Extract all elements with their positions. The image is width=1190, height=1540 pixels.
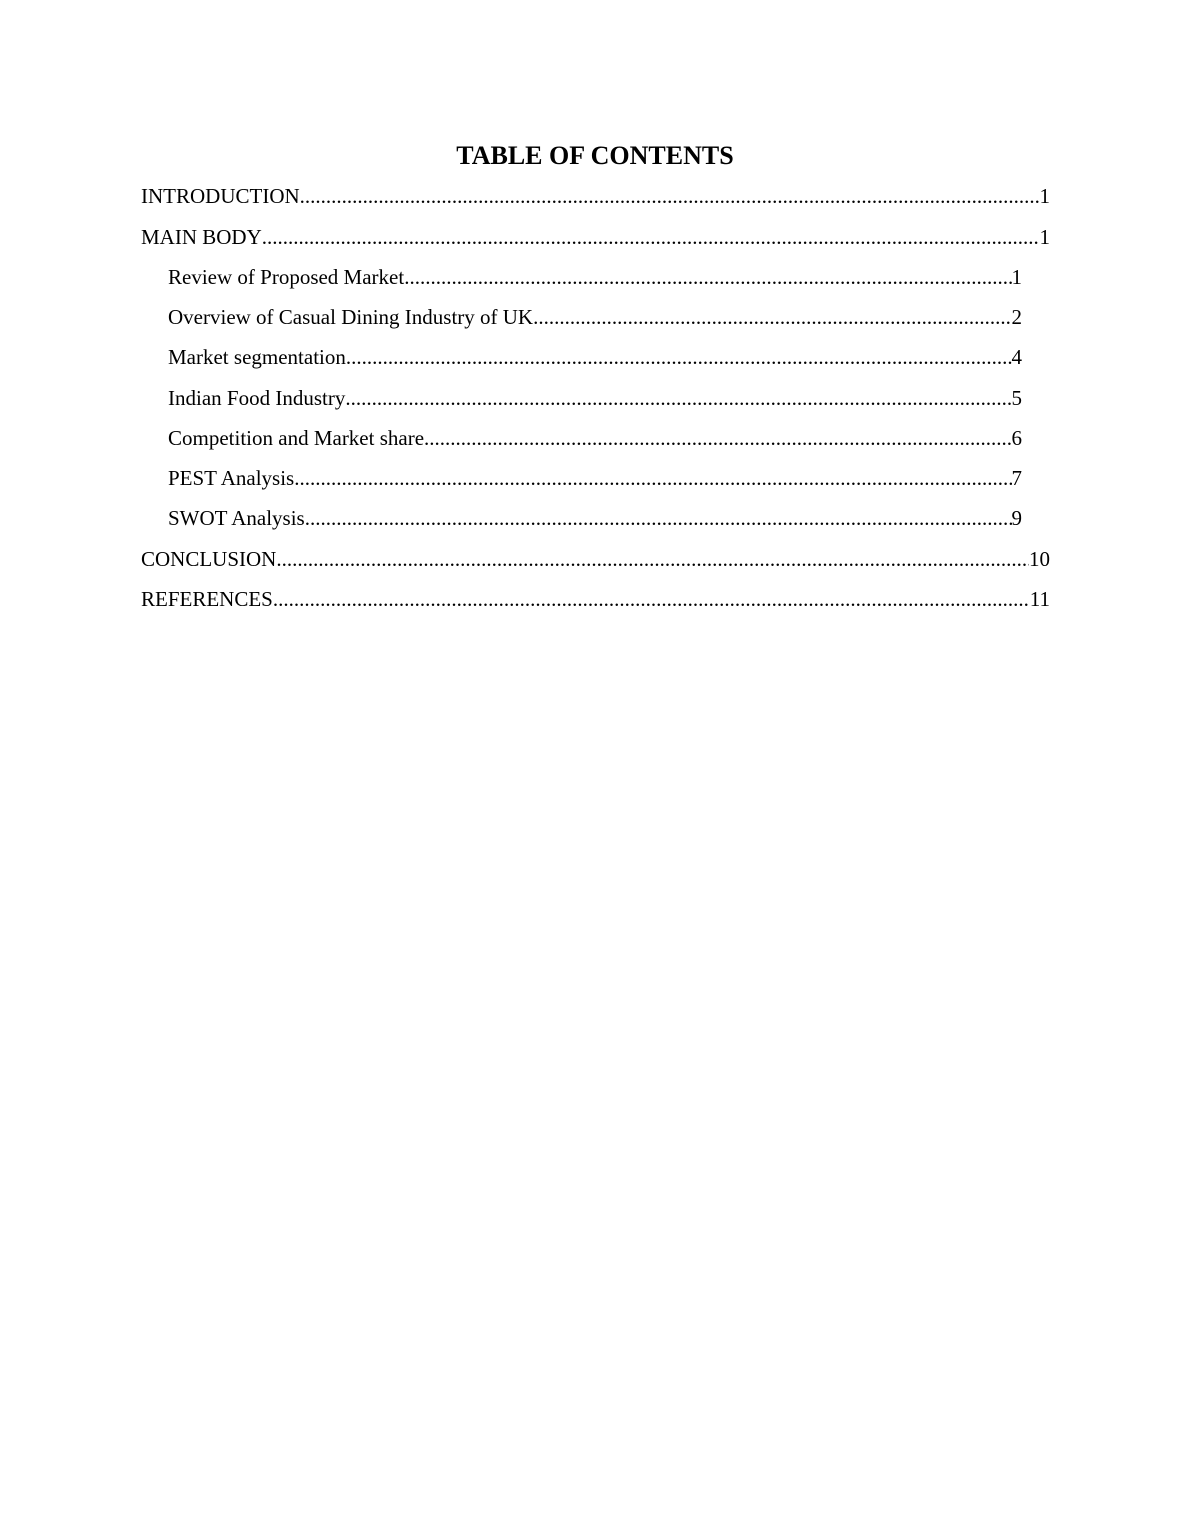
toc-page-number: 7 [1011,466,1022,490]
toc-entry-competition-market-share[interactable] [168,424,1022,452]
toc-dot-leader [276,545,1029,573]
toc-dot-leader [345,384,1011,412]
toc-page-number: 5 [1011,386,1022,410]
toc-entry-label: Review of Proposed Market [168,265,405,289]
toc-entry-label: Overview of Casual Dining Industry of UK [168,305,534,329]
toc-page-number: 1 [1039,225,1050,249]
toc-dot-leader [273,585,1030,613]
toc-entry-label: Indian Food Industry [168,386,346,410]
toc-list [0,0,1190,700]
toc-page-number: 4 [1011,345,1022,369]
toc-entry-market-segmentation[interactable] [168,343,1022,371]
toc-page-number: 2 [1011,305,1022,329]
toc-entry-label: CONCLUSION [141,547,277,571]
toc-entry-swot-analysis[interactable] [168,504,1022,532]
toc-title: TABLE OF CONTENTS [456,141,734,170]
toc-entry-label: Market segmentation [168,345,346,369]
toc-dot-leader [305,504,1012,532]
toc-dot-leader [300,182,1040,210]
toc-entry-label: SWOT Analysis [168,506,305,530]
toc-entry-indian-food-industry[interactable] [168,384,1022,412]
toc-entry-label: PEST Analysis [168,466,295,490]
toc-page-number: 6 [1011,426,1022,450]
toc-entry-review-of-proposed-market[interactable] [168,263,1022,291]
toc-page-number: 10 [1029,547,1050,571]
toc-entry-label: REFERENCES [141,587,273,611]
toc-dot-leader [424,424,1011,452]
toc-entry-label: INTRODUCTION [141,184,300,208]
toc-entry-introduction[interactable] [141,182,1050,210]
toc-page-number: 1 [1011,265,1022,289]
toc-entry-conclusion[interactable] [141,545,1050,573]
toc-entry-label: MAIN BODY [141,225,262,249]
toc-entry-overview-casual-dining[interactable] [168,303,1022,331]
toc-entry-pest-analysis[interactable] [168,464,1022,492]
toc-entry-label: Competition and Market share [168,426,425,450]
toc-dot-leader [404,263,1011,291]
toc-page-number: 1 [1039,184,1050,208]
toc-page-number: 9 [1011,506,1022,530]
toc-dot-leader [294,464,1011,492]
toc-dot-leader [533,303,1011,331]
toc-dot-leader [262,223,1040,251]
toc-page-number: 11 [1029,587,1050,611]
toc-entry-main-body[interactable] [141,223,1050,251]
toc-dot-leader [346,343,1012,371]
toc-entry-references[interactable] [141,585,1050,613]
